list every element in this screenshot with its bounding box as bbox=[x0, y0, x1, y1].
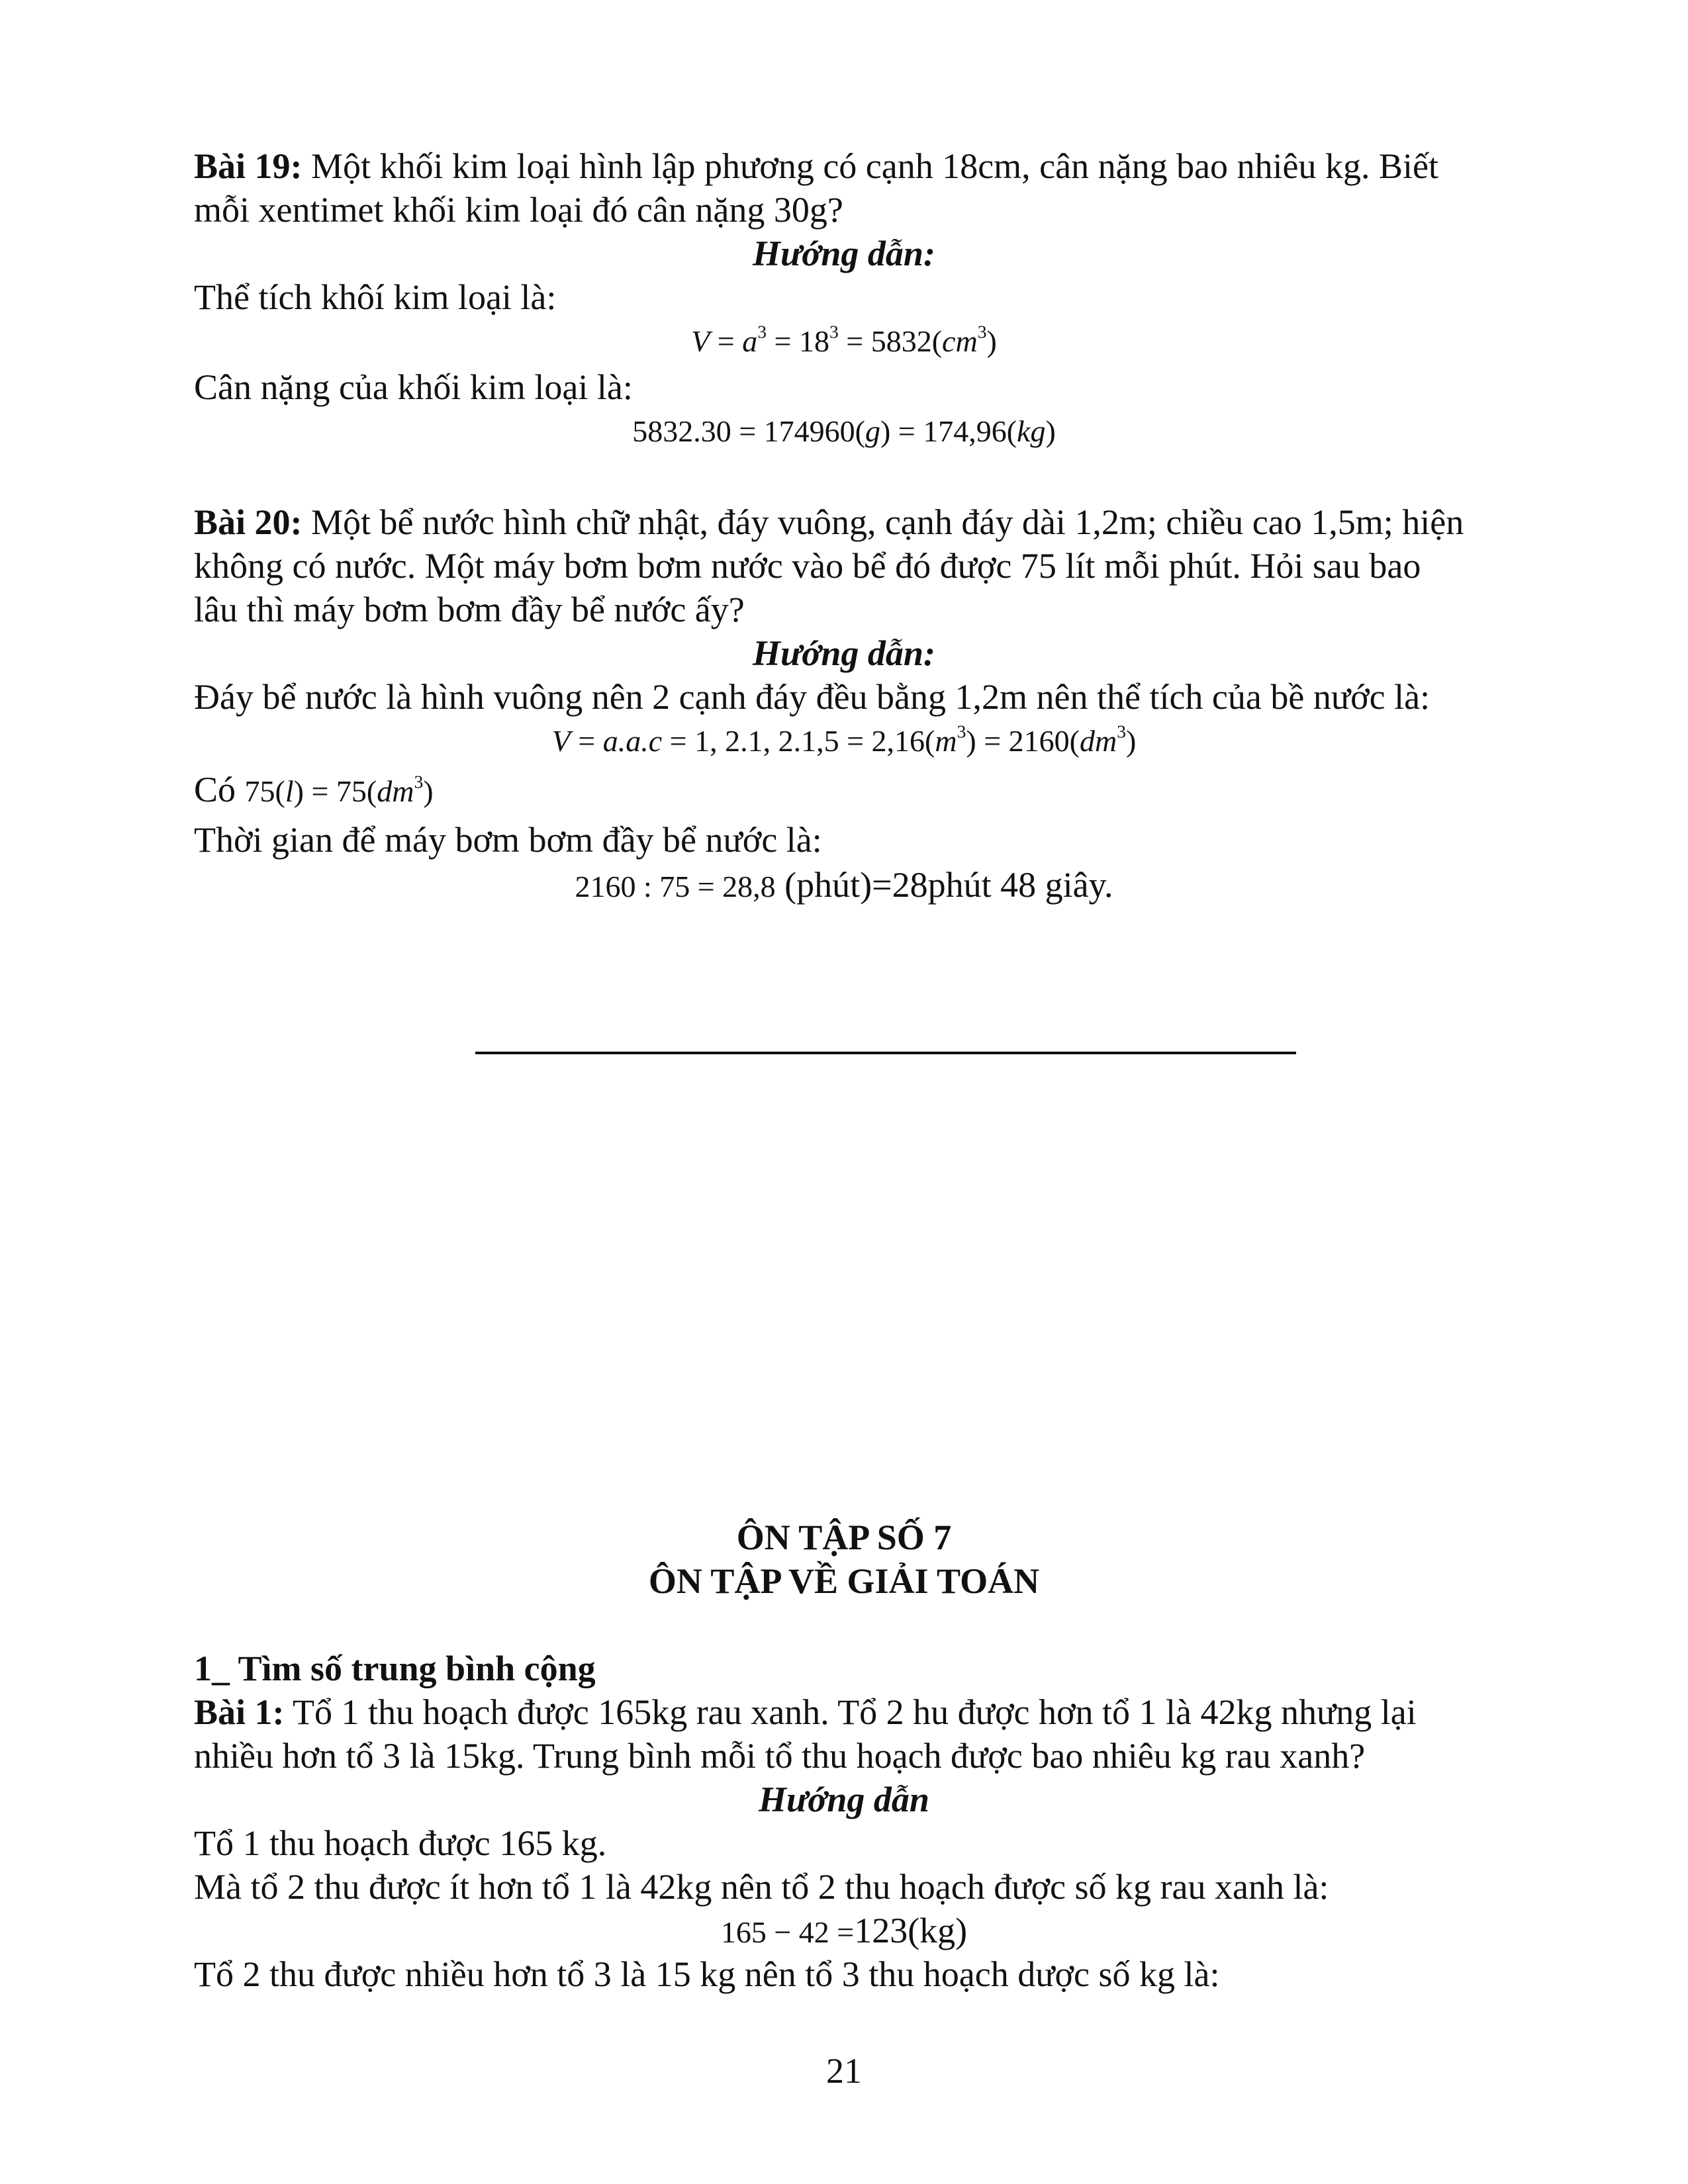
page-number: 21 bbox=[826, 2051, 862, 2091]
bai19-formula-weight: 5832.30 = 174960(g) = 174,96(kg) bbox=[632, 414, 1056, 448]
bai19-text1: Một khối kim loại hình lập phương có cạnh 18cm, cân nặng bao nhiêu kg. Biết bbox=[302, 146, 1439, 186]
bai20-conversion: Có $75(l) = 75(dm^3)$ bbox=[194, 770, 434, 809]
bai19-step1: Thể tích khôí kim loại là: bbox=[194, 277, 557, 317]
bai20-step1: Đáy bể nước là hình vuông nên 2 cạnh đáy đều bằng 1,2m nên thể tích của bề nước là: bbox=[194, 677, 1430, 717]
section-subtitle: ÔN TẬP VỀ GIẢI TOÁN bbox=[648, 1561, 1040, 1601]
bai19-guide-heading: Hướng dẫn: bbox=[753, 234, 935, 273]
bai20-label: Bài 20: bbox=[194, 502, 303, 542]
bai19-step2: Cân nặng của khối kim loại là: bbox=[194, 367, 633, 407]
bai1-text1: Tổ 1 thu hoạch được 165kg rau xanh. Tổ 2 hu được hơn tổ 1 là 42kg nhưng lại bbox=[284, 1692, 1417, 1732]
bai1-step3: Tổ 2 thu được nhiều hơn tổ 3 là 15 kg nên tổ 3 thu hoạch dược số kg là: bbox=[194, 1954, 1220, 1994]
bai20-line3: lâu thì máy bơm bơm đầy bể nước ấy? bbox=[194, 590, 745, 629]
bai1-label: Bài 1: bbox=[194, 1692, 285, 1732]
bai19-formula-volume: $V = a^3 = 18^3 = 5832(cm^3)$ bbox=[691, 321, 997, 358]
bai1-guide-heading: Hướng dẫn bbox=[759, 1780, 929, 1819]
bai1-step1: Tổ 1 thu hoạch được 165 kg. bbox=[194, 1823, 607, 1863]
bai19-label: Bài 19: bbox=[194, 146, 303, 186]
section-title: ÔN TẬP SỐ 7 bbox=[736, 1518, 952, 1557]
bai20-formula-time: 2160 : 75 = 28,8 (phút)=28phút 48 giây. bbox=[575, 865, 1113, 905]
bai1-formula: 165 − 42 =123(kg) bbox=[720, 1911, 968, 1950]
bai20-formula-volume: V = a.a.c = 1, 2.1, $2.1,5 = 2,16(m^3) = 2160(dm^3)$ bbox=[551, 721, 1137, 758]
bai20-guide-heading: Hướng dẫn: bbox=[753, 633, 935, 673]
section-divider bbox=[475, 1052, 1296, 1054]
bai19-line1 bbox=[194, 144, 1438, 188]
bai20-text1: Một bể nước hình chữ nhật, đáy vuông, cạnh đáy dài 1,2m; chiều cao 1,5m; hiện bbox=[302, 502, 1464, 542]
bai1-line2: nhiều hơn tổ 3 là 15kg. Trung bình mỗi tổ thu hoạch được bao nhiêu kg rau xanh? bbox=[194, 1736, 1366, 1776]
topic-heading: 1_ Tìm số trung bình cộng bbox=[194, 1649, 596, 1688]
bai19-line2: mỗi xentimet khối kim loại đó cân nặng 30g? bbox=[194, 190, 843, 230]
bai1-step2: Mà tổ 2 thu được ít hơn tổ 1 là 42kg nên tổ 2 thu hoạch được số kg rau xanh là: bbox=[194, 1867, 1329, 1907]
bai20-step2: Thời gian để máy bơm bơm đầy bể nước là: bbox=[194, 820, 822, 860]
bai1-line1 bbox=[194, 1690, 1417, 1734]
bai20-line1 bbox=[194, 500, 1464, 544]
bai20-line2: không có nước. Một máy bơm bơm nước vào bể đó được 75 lít mỗi phút. Hỏi sau bao bbox=[194, 546, 1421, 586]
